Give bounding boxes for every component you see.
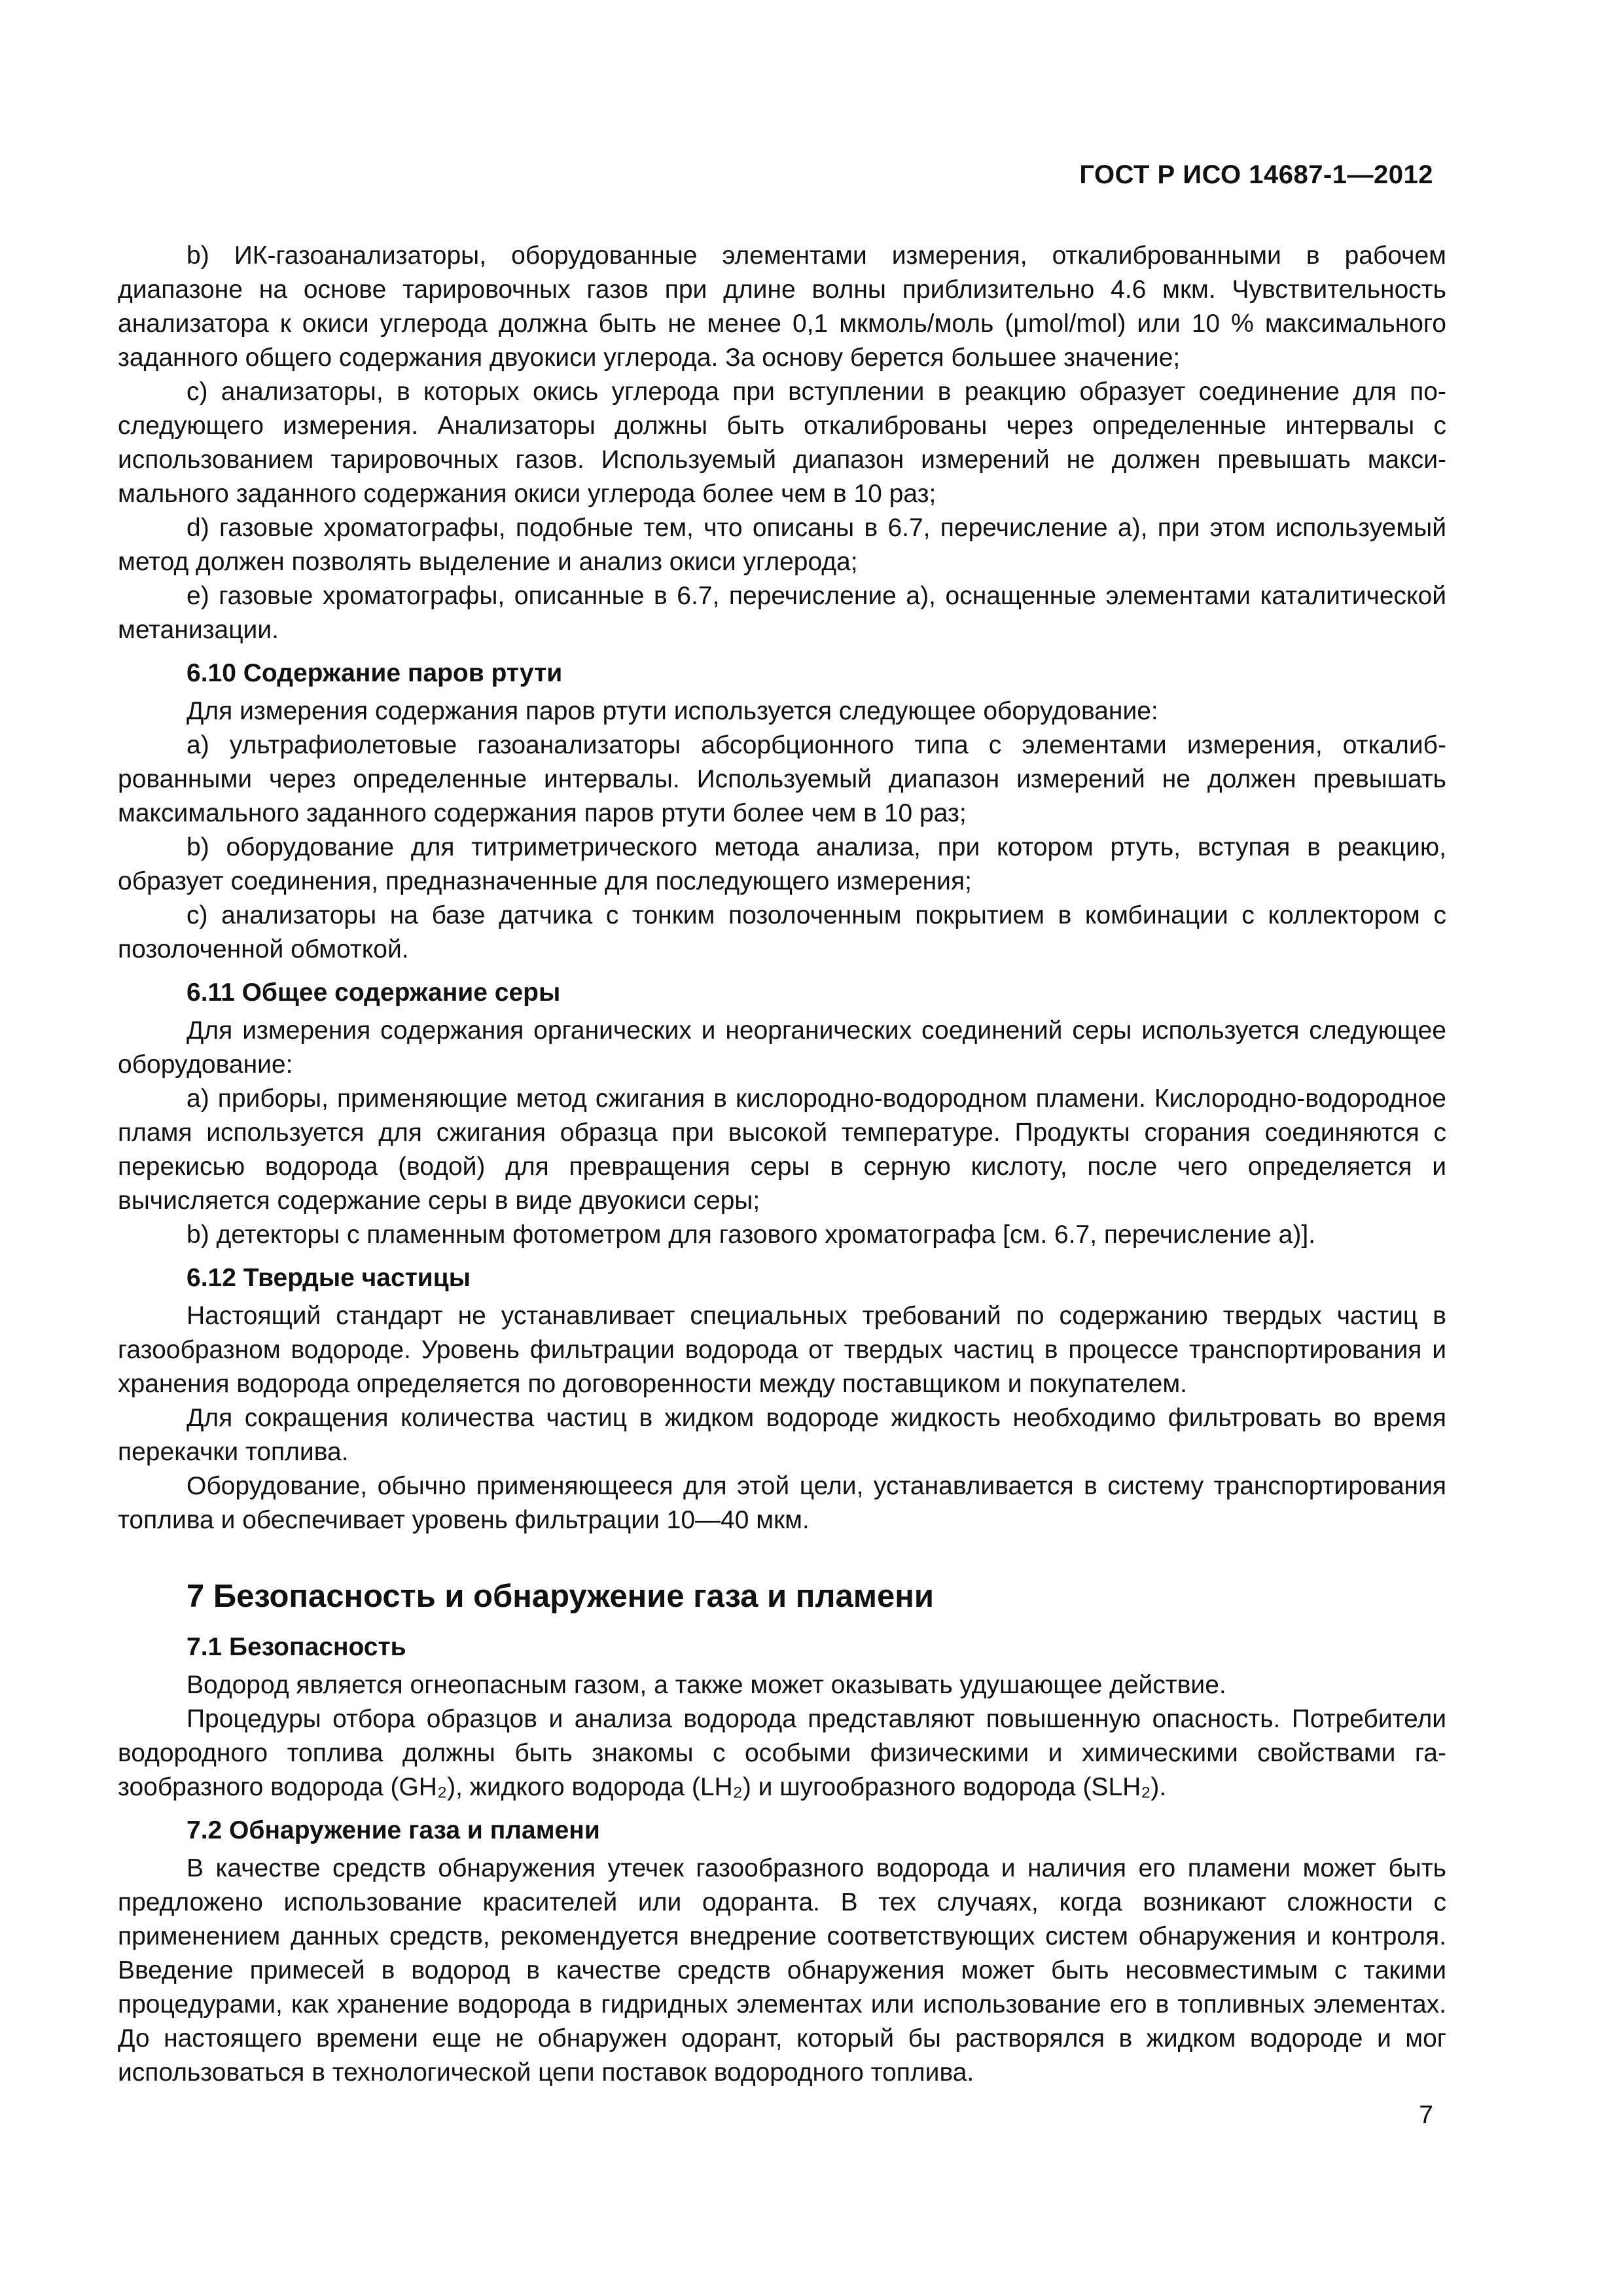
paragraph: Для сокращения количества частиц в жидком водороде жидкость необходимо фильтровать во время перекачки топлива. [118, 1404, 1446, 1466]
subsection-heading: 6.12 Твердые частицы [187, 1264, 471, 1292]
paragraph: a) ультрафиолетовые газоанализаторы абсорбционного типа с элементами измерения, откалиброванными через определенные интервалы. Используемый диапазон измерений не должен превышать максимального заданного содержания паров ртути более чем в 10 раз; [118, 731, 1446, 827]
paragraph: c) анализаторы на базе датчика с тонким позолоченным покрытием в комбинации с коллектором с позолоченной обмоткой. [118, 901, 1446, 963]
paragraph: Для измерения содержания органических и неорганических соединений серы используется следующее оборудование: [118, 1016, 1446, 1079]
page-number: 7 [1419, 2101, 1433, 2129]
document-body [118, 239, 1446, 2090]
subsection-heading: 6.11 Общее содержание серы [187, 978, 561, 1007]
paragraph: d) газовые хроматографы, подобные тем, что описаны в 6.7, перечисление а), при этом используемый метод должен позволять выделение и анализ окиси углерода; [118, 514, 1446, 576]
paragraph: b) ИК-газоанализаторы, оборудованные элементами измерения, откалиброванными в рабочем диапазоне на основе тарировочных газов при длине волны приблизительно 4.6 мкм. Чувствительность анализатора к окиси углерода должна быть не менее 0,1 мкмоль/моль (μmol/mol) или 10 % максимального заданного общего содержания двуокиси углерода. За основу берется большее значение; [118, 242, 1446, 372]
paragraph: e) газовые хроматографы, описанные в 6.7, перечисление а), оснащенные элементами каталитической метанизации. [118, 582, 1446, 644]
paragraph: Оборудование, обычно применяющееся для этой цели, устанавливается в систему транспортирования топлива и обеспечивает уровень фильтрации 10—40 мкм. [118, 1472, 1446, 1534]
paragraph: Настоящий стандарт не устанавливает специальных требований по содержанию твердых частиц в газообразном водороде. Уровень фильтрации водорода от твердых частиц в процессе транспортирования и хранения водорода определяется по договоренности между поставщиком и покупателем. [118, 1302, 1446, 1398]
paragraph: a) приборы, применяющие метод сжигания в кислородно-водородном пламени. Кислородно-водородное пламя используется для сжигания образца при высокой температуре. Продукты сгорания соединяются с перекисью водорода (водой) для превращения серы в серную кислоту, после чего определяется и вычисляется содержание серы в виде двуокиси серы; [118, 1085, 1446, 1215]
paragraph: В качестве средств обнаружения утечек газообразного водорода и наличия его пламени может быть предложено использование красителей или одоранта. В тех случаях, когда возникают сложности с применением данных средств, рекомендуется внедрение соответствующих систем обнаружения и контроля. Введение примесей в водород в качестве средств обнаружения может быть несовместимым с такими процедурами, как хранение водорода в гидридных элементах или использование его в топливных элементах. До настоящего времени еще не обнаружен одорант, который бы растворялся в жидком водороде и мог использоваться в технологической цепи поставок водородного топлива. [118, 1854, 1446, 2087]
paragraph: c) анализаторы, в которых окись углерода при вступлении в реакцию образует соединение для последующего измерения. Анализаторы должны быть откалиброваны через определенные интервалы с использованием тарировочных газов. Используемый диапазон измерений не должен превышать максимального заданного содержания окиси углерода более чем в 10 раз; [118, 378, 1446, 508]
paragraph: Для измерения содержания паров ртути используется следующее оборудование: [187, 697, 1158, 725]
subsection-heading: 7.2 Обнаружение газа и пламени [187, 1816, 600, 1844]
paragraph: b) детекторы с пламенным фотометром для газового хроматографа [см. 6.7, перечисление а)]. [187, 1221, 1316, 1249]
subsection-heading: 7.1 Безопасность [187, 1633, 406, 1661]
paragraph: Процедуры отбора образцов и анализа водорода представляют повышенную опасность. Потребители водородного топлива должны быть знакомы с особыми физическими и химическими свойствами газообразного водорода (GH₂), жидкого водорода (LH₂) и шугообразного водорода (SLH₂). [118, 1705, 1446, 1801]
document-code: ГОСТ Р ИСО 14687-1—2012 [1079, 160, 1433, 189]
paragraph: b) оборудование для титриметрического метода анализа, при котором ртуть, вступая в реакцию, образует соединения, предназначенные для последующего измерения; [118, 833, 1446, 895]
paragraph: Водород является огнеопасным газом, а также может оказывать удушающее действие. [187, 1671, 1226, 1699]
section-heading: 7 Безопасность и обнаружение газа и пламени [187, 1579, 934, 1614]
subsection-heading: 6.10 Содержание паров ртути [187, 659, 563, 687]
